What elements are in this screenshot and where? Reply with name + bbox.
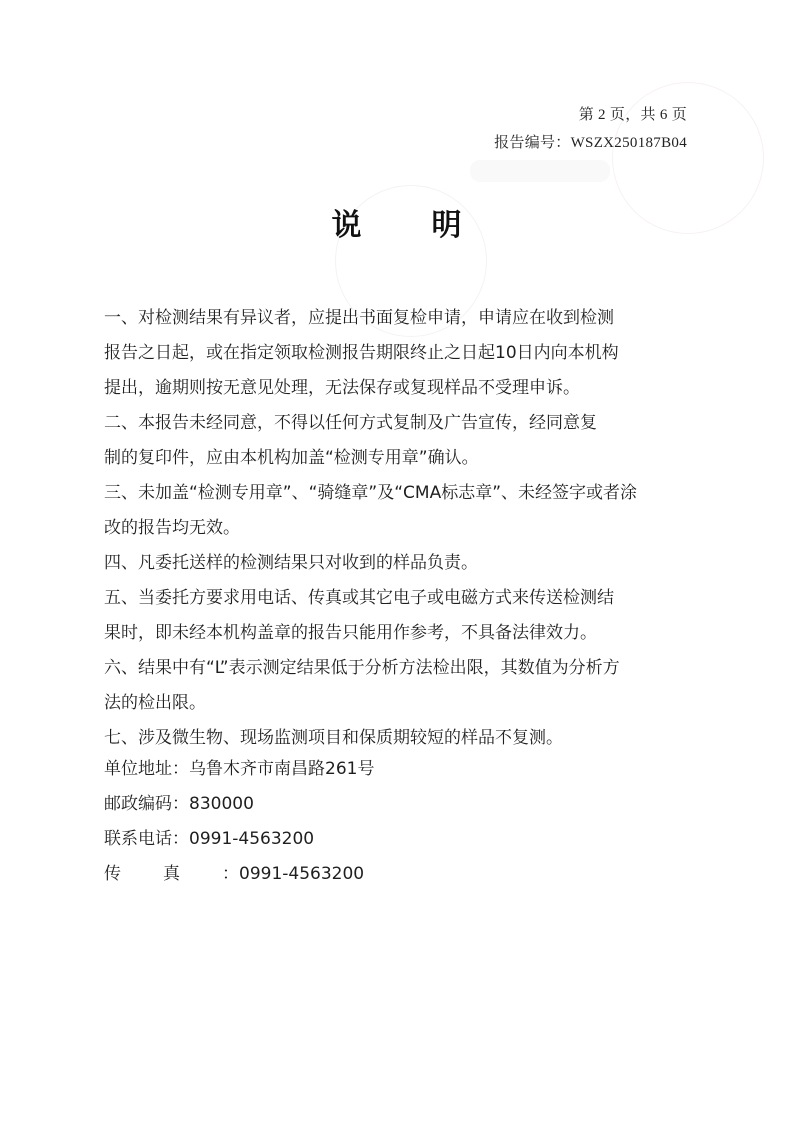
instructions-body <box>104 301 684 756</box>
page-title: 说明 <box>331 208 532 243</box>
fax-value: 0991-4563200 <box>239 864 365 884</box>
paragraph-line: 改的报告均无效。 <box>104 518 240 538</box>
fax-colon: ： <box>222 864 239 884</box>
report-number: 报告编号：WSZX250187B04 <box>494 135 687 151</box>
paragraph-line: 报告之日起，或在指定领取检测报告期限终止之日起10日内向本机构 <box>104 343 619 363</box>
paragraph-line: 提出，逾期则按无意见处理，无法保存或复现样品不受理申诉。 <box>104 378 580 398</box>
paragraph-line: 四、凡委托送样的检测结果只对收到的样品负责。 <box>104 553 478 573</box>
phone-line <box>104 824 314 849</box>
paragraph-7 <box>104 721 684 756</box>
paragraph-line: 一、对检测结果有异议者，应提出书面复检申请，申请应在收到检测 <box>104 308 614 328</box>
postcode-value: 830000 <box>189 794 254 814</box>
paragraph-line: 二、本报告未经同意，不得以任何方式复制及广告宣传，经同意复 <box>104 413 597 433</box>
fax-label: 传真 <box>104 864 222 884</box>
paragraph-line: 五、当委托方要求用电话、传真或其它电子或电磁方式来传送检测结 <box>104 588 614 608</box>
phone-label: 联系电话： <box>104 829 189 849</box>
paragraph-3 <box>104 476 684 546</box>
paragraph-line: 制的复印件，应由本机构加盖“检测专用章”确认。 <box>104 448 479 468</box>
scan-artifact <box>470 160 610 182</box>
paragraph-line: 果时，即未经本机构盖章的报告只能用作参考，不具备法律效力。 <box>104 623 597 643</box>
postcode-line <box>104 789 254 814</box>
address-line <box>104 754 374 779</box>
paragraph-line: 法的检出限。 <box>104 693 206 713</box>
paragraph-2 <box>104 406 684 476</box>
paragraph-line: 六、结果中有“L”表示测定结果低于分析方法检出限，其数值为分析方 <box>104 658 620 678</box>
paragraph-line: 七、涉及微生物、现场监测项目和保质期较短的样品不复测。 <box>104 728 563 748</box>
paragraph-6 <box>104 651 684 721</box>
address-value: 乌鲁木齐市南昌路261号 <box>189 759 375 779</box>
paragraph-5 <box>104 581 684 651</box>
phone-value: 0991-4563200 <box>189 829 315 849</box>
paragraph-1 <box>104 301 684 406</box>
fax-line <box>104 859 364 884</box>
postcode-label: 邮政编码： <box>104 794 189 814</box>
page-indicator: 第 2 页，共 6 页 <box>578 107 687 123</box>
address-label: 单位地址： <box>104 759 189 779</box>
paragraph-4 <box>104 546 684 581</box>
paragraph-line: 三、未加盖“检测专用章”、“骑缝章”及“CMA标志章”、未经签字或者涂 <box>104 483 638 503</box>
